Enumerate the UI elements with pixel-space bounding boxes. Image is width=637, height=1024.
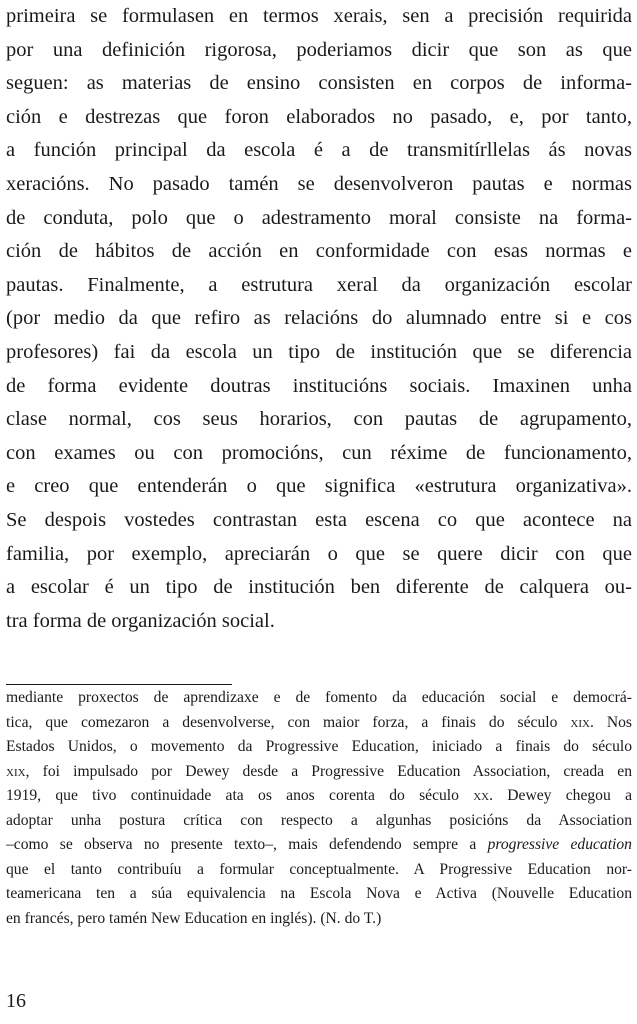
body-line: tra forma de organización social. <box>6 609 275 632</box>
footnote-line <box>6 711 632 736</box>
footnote-text: , foi impulsado por Dewey desde a Progressive Education Association, creada en <box>25 762 632 780</box>
main-body-text <box>6 0 632 638</box>
body-line: familia, por exemplo, apreciarán o que se quere dicir con que <box>6 542 632 565</box>
footnote-text: –como se observa no presente texto–, mais defendendo sempre a <box>6 836 488 853</box>
footnote-line <box>6 760 632 785</box>
body-line: a escolar é un tipo de institución ben diferente de calquera ou- <box>6 576 632 599</box>
italic-term: progressive education <box>487 836 632 853</box>
footnote-text: 1919, que tivo continuidade ata os anos corenta do século <box>6 787 474 804</box>
body-line: Se despois vostedes contrastan esta escena co que acontece na <box>6 508 632 531</box>
footnote <box>6 686 632 931</box>
footnote-line: Estados Unidos, o movemento da Progressive Education, iniciado a finais do século <box>6 738 632 755</box>
body-line: ción de hábitos de acción en conformidade con esas normas e <box>6 240 632 263</box>
footnote-line: en francés, pero tamén New Education en inglés). (N. do T.) <box>6 909 382 927</box>
century-numeral: xix <box>6 762 26 780</box>
footnote-line: adoptar unha postura crítica con respecto a algunhas posicións da Association <box>6 811 632 829</box>
footnote-line: mediante proxectos de aprendizaxe e de fomento da educación social e democrá- <box>6 689 632 706</box>
body-line: pautas. Finalmente, a estrutura xeral da organización escolar <box>6 273 632 296</box>
footnote-text: . Nos <box>589 713 632 731</box>
body-line: de conduta, polo que o adestramento moral consiste na forma- <box>6 206 632 229</box>
body-line: por una definición rigorosa, poderiamos dicir que son as que <box>6 38 632 61</box>
footnote-line: teamericana ten a súa equivalencia na Escola Nova e Activa (Nouvelle Education <box>6 885 632 902</box>
footnote-text: tica, que comezaron a desenvolverse, con maior forza, a finais do século <box>6 713 571 731</box>
century-numeral: xix <box>570 713 590 731</box>
footnote-line <box>6 833 632 858</box>
body-line: seguen: as materias de ensino consisten en corpos de informa- <box>6 72 632 95</box>
body-line: de forma evidente doutras institucións sociais. Imaxinen unha <box>6 374 632 397</box>
body-line: clase normal, cos seus horarios, con pautas de agrupamento, <box>6 408 632 431</box>
body-line: primeira se formulasen en termos xerais, sen a precisión requirida <box>6 5 632 27</box>
century-numeral: xx <box>473 787 490 804</box>
body-line: con exames ou con promocións, cun réxime de funcionamento, <box>6 441 632 464</box>
body-line: e creo que entenderán o que significa «estrutura organizativa». <box>6 475 632 498</box>
footnote-text: . Dewey chegou a <box>489 787 632 804</box>
footnote-separator <box>6 684 232 685</box>
page-number: 16 <box>6 990 26 1012</box>
body-line: a función principal da escola é a de transmitírllelas ás novas <box>6 139 632 162</box>
body-line: profesores) fai da escola un tipo de institución que se diferencia <box>6 340 632 363</box>
footnote-line <box>6 784 632 809</box>
body-line: xeracións. No pasado tamén se desenvolveron pautas e normas <box>6 172 632 195</box>
footnote-line: que el tanto contribuíu a formular conceptualmente. A Progressive Education nor- <box>6 860 632 878</box>
body-line: (por medio da que refiro as relacións do alumnado entre si e cos <box>6 307 632 330</box>
body-line: ción e destrezas que foron elaborados no pasado, e, por tanto, <box>6 105 632 128</box>
